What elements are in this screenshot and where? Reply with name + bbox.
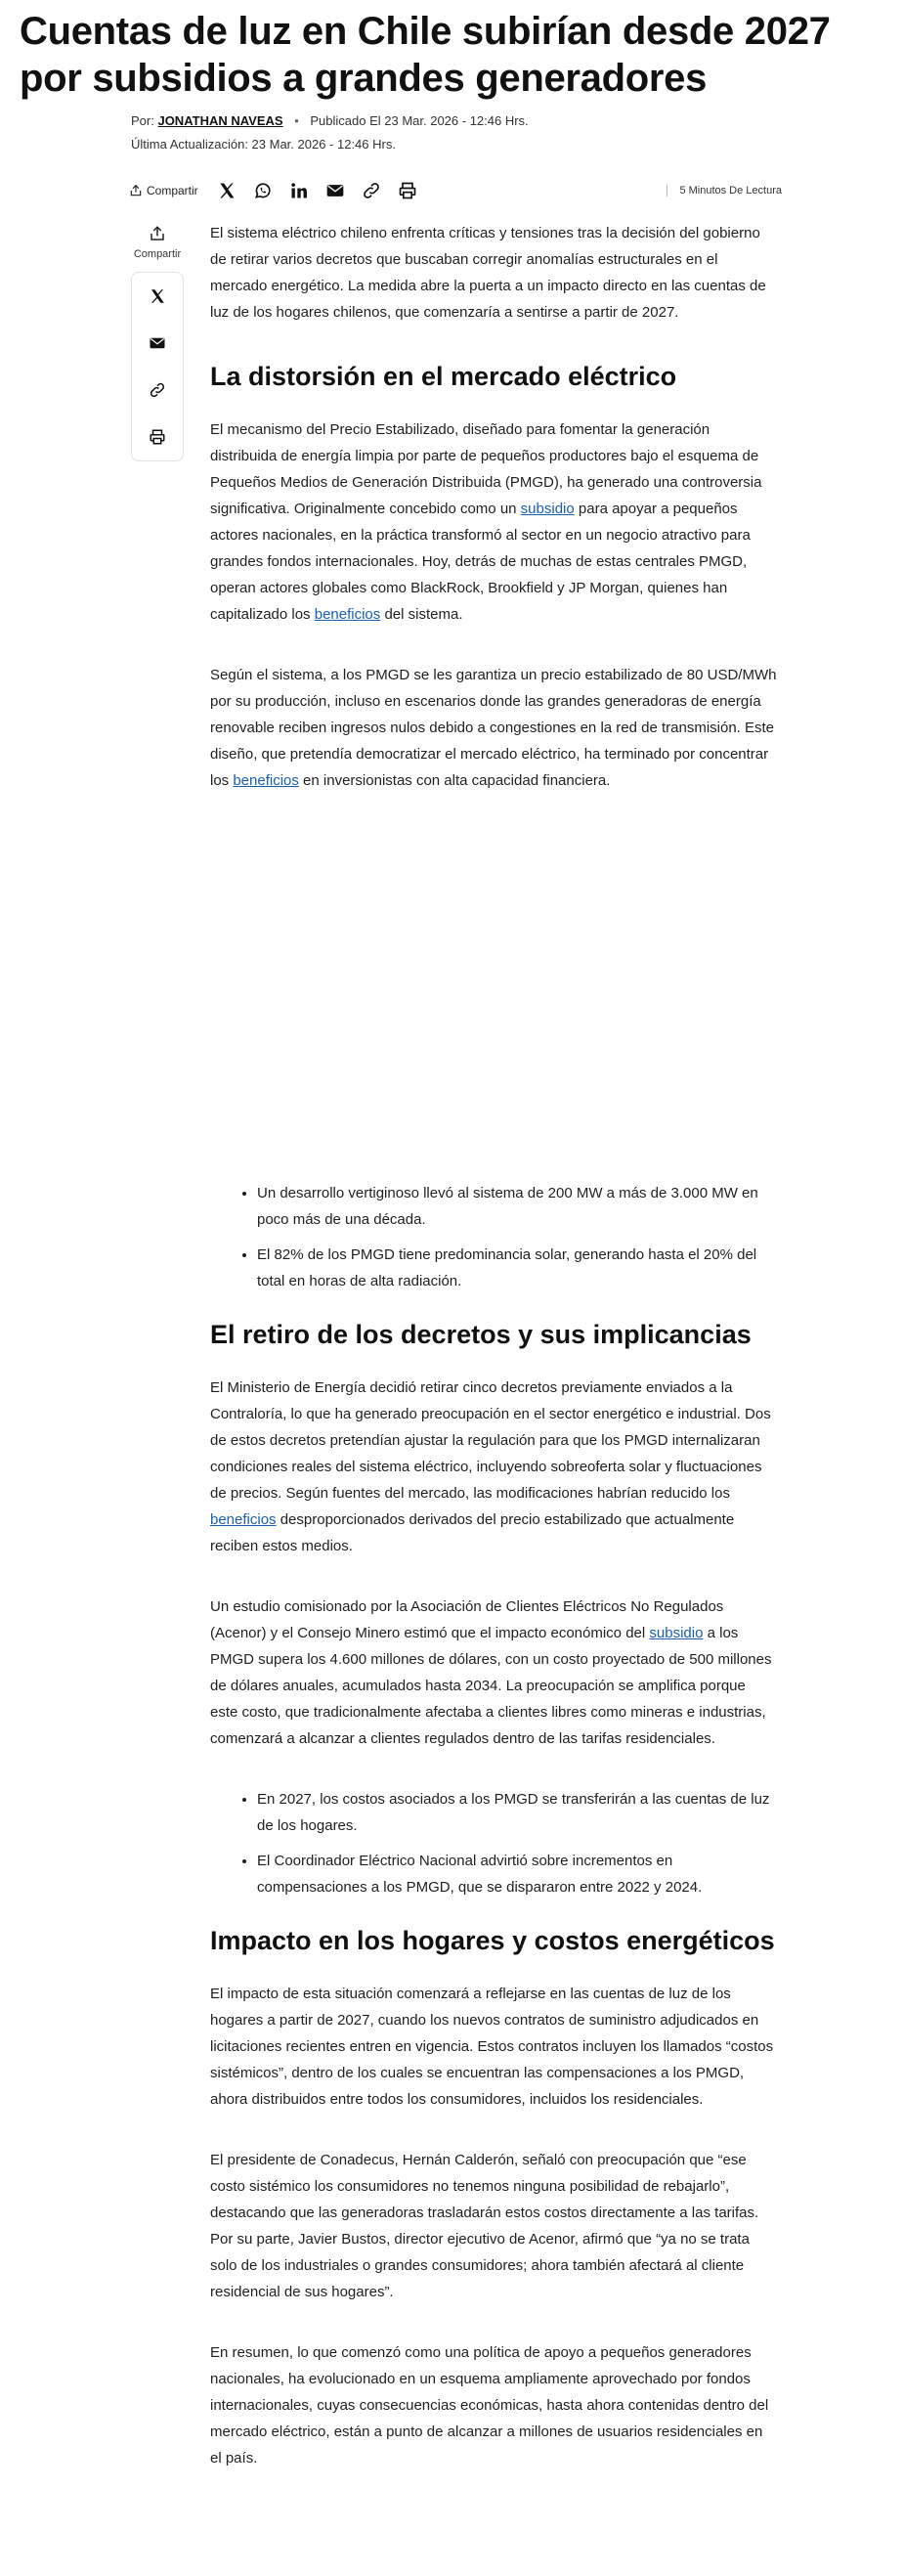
print-button[interactable] bbox=[397, 180, 418, 201]
beneficios-link[interactable]: beneficios bbox=[233, 772, 299, 789]
rail-share-list bbox=[131, 272, 184, 461]
list-item: • En 2027, los costos asociados a los PMGD se transferirán a las cuentas de luz de los hogares. bbox=[257, 1786, 777, 1839]
link-icon bbox=[149, 381, 166, 399]
published-date: Publicado El 23 Mar. 2026 - 12:46 Hrs. bbox=[310, 113, 529, 128]
list-item: • Un desarrollo vertiginoso llevó al sistema de 200 MW a más de 3.000 MW en poco más de una década. bbox=[257, 1180, 777, 1233]
linkedin-share-button[interactable] bbox=[288, 180, 310, 201]
rail-link-button[interactable] bbox=[147, 379, 168, 401]
paragraph-text: Un estudio comisionado por la Asociación de Clientes Eléctricos No Regulados (Acenor) y el Consejo Minero estimó que el impacto económico del bbox=[210, 1598, 724, 1641]
x-icon bbox=[149, 287, 166, 305]
list-item: • El Coordinador Eléctrico Nacional advirtió sobre incrementos en compensaciones a los PMGD, que se dispararon entre 2022 y 2024. bbox=[257, 1848, 777, 1900]
read-time-label: 5 Minutos De Lectura bbox=[679, 185, 782, 196]
whatsapp-share-button[interactable] bbox=[252, 180, 274, 201]
subsidio-link[interactable]: subsidio bbox=[649, 1625, 704, 1641]
sticky-share-rail bbox=[131, 225, 184, 461]
rail-print-button[interactable] bbox=[147, 426, 168, 448]
paragraph-text: desproporcionados derivados del precio estabilizado que actualmente reciben estos medios. bbox=[210, 1511, 735, 1554]
paragraph: El impacto de esta situación comenzará a reflejarse en las cuentas de luz de los hogares a partir de 2027, cuando los nuevos contratos de suministro adjudicados en licitaciones recientes entren en vigencia. Estos contratos incluyen los llamados “costos sistémicos”, dentro de los cuales se encuentran las compensaciones a los PMGD, ahora distribuidos entre todos los consumidores, incluidos los residenciales. bbox=[210, 1986, 774, 2108]
author-link[interactable]: JONATHAN NAVEAS bbox=[157, 113, 283, 128]
paragraph-text: El mecanismo del Precio Estabilizado, diseñado para fomentar la generación distribuida de energía limpia por parte de pequeños productores bajo el esquema de Pequeños Medios de Generación Distribuida (PMGD), ha generado una controversia significativa. Originalmente concebido como un bbox=[210, 421, 762, 517]
article-body bbox=[210, 220, 777, 2506]
rail-x-button[interactable] bbox=[147, 285, 168, 307]
subsidio-link[interactable]: subsidio bbox=[520, 501, 575, 517]
copy-link-button[interactable] bbox=[361, 180, 382, 201]
share-icon bbox=[149, 225, 166, 242]
rail-share-label: Compartir bbox=[133, 248, 182, 260]
paragraph-text: del sistema. bbox=[380, 606, 463, 623]
email-icon bbox=[325, 181, 345, 200]
email-icon bbox=[149, 334, 166, 352]
paragraph: El presidente de Conadecus, Hernán Calderón, señaló con preocupación que “ese costo sistémico los consumidores no tenemos ninguna posibilidad de rebajarlo”, destacando que las generadoras trasladarán estos costos directamente a las tarifas. Por su parte, Javier Bustos, director ejecutivo de Acenor, afirmó que “ya no se trata solo de los industriales o grandes consumidores; ahora también afectará al cliente residencial de sus hogares”. bbox=[210, 2152, 759, 2300]
read-time bbox=[667, 185, 782, 196]
paragraph-text: a los PMGD supera los 4.600 millones de dólares, con un costo proyectado de 500 millones de dólares anuales, acumulados hasta 2034. La preocupación se amplifica porque este costo, que tradicionalmente afectaba a clientes libres como mineras e industrias, comenzará a alcanzar a clientes regulados dentro de las tarifas residenciales. bbox=[210, 1625, 772, 1747]
section-heading: El retiro de los decretos y sus implicancias bbox=[210, 1320, 752, 1349]
share-icon bbox=[129, 184, 143, 197]
x-share-button[interactable] bbox=[216, 180, 237, 201]
paragraph-text: El Ministerio de Energía decidió retirar cinco decretos previamente enviados a la Contraloría, lo que ha generado preocupación en el sector energético e industrial. Dos de estos decretos pretendían ajustar la regulación para que los PMGD internalizaran condiciones reales del sistema eléctrico, incluyendo sobreoferta solar y fluctuaciones de precios. Según fuentes del mercado, las modificaciones habrían reducido los bbox=[210, 1379, 771, 1502]
rail-email-button[interactable] bbox=[147, 332, 168, 354]
rail-share-button[interactable] bbox=[131, 225, 184, 260]
linkedin-icon bbox=[289, 181, 309, 200]
paragraph-text: Según el sistema, a los PMGD se les garantiza un precio estabilizado de 80 USD/MWh por su producción, incluso en escenarios donde las grandes generadoras de energía renovable reciben ingresos nulos debido a congestiones en la red de transmisión. Este diseño, que pretendía democratizar el mercado eléctrico, ha terminado por concentrar los bbox=[210, 667, 777, 789]
bullet-list bbox=[210, 1180, 777, 1294]
email-share-button[interactable] bbox=[324, 180, 346, 201]
paragraph bbox=[210, 1594, 777, 1752]
beneficios-link[interactable]: beneficios bbox=[210, 1511, 277, 1528]
paragraph bbox=[210, 416, 777, 628]
section-heading: La distorsión en el mercado eléctrico bbox=[210, 362, 677, 391]
byline-row bbox=[131, 109, 796, 133]
x-icon bbox=[217, 181, 237, 200]
whatsapp-icon bbox=[253, 181, 273, 200]
paragraph: En resumen, lo que comenzó como una política de apoyo a pequeños generadores nacionales, ha evolucionado en un esquema ampliamente aprovechado por fondos internacionales, cuyas consecuencias económicas, hasta ahora contenidas dentro del mercado eléctrico, están a punto de alcanzar a millones de usuarios residenciales en el país. bbox=[210, 2344, 769, 2467]
share-button[interactable] bbox=[129, 184, 198, 197]
print-icon bbox=[149, 428, 166, 446]
ad-placeholder bbox=[210, 828, 777, 1180]
share-bar bbox=[129, 176, 782, 205]
section-heading: Impacto en los hogares y costos energéticos bbox=[210, 1926, 775, 1955]
beneficios-link[interactable]: beneficios bbox=[314, 606, 381, 623]
headline: Cuentas de luz en Chile subirían desde 2027 por subsidios a grandes generadores bbox=[20, 10, 831, 100]
bullet-list bbox=[210, 1786, 777, 1900]
article-meta bbox=[131, 109, 796, 156]
by-label: Por: bbox=[131, 113, 154, 128]
link-icon bbox=[362, 181, 381, 200]
list-item: • El 82% de los PMGD tiene predominancia solar, generando hasta el 20% del total en horas de alta radiación. bbox=[257, 1242, 777, 1294]
print-icon bbox=[398, 181, 417, 200]
paragraph bbox=[210, 662, 777, 794]
separator-dot: • bbox=[294, 113, 299, 128]
paragraph bbox=[210, 1375, 777, 1559]
paragraph: El sistema eléctrico chileno enfrenta críticas y tensiones tras la decisión del gobierno de retirar varios decretos que buscaban corregir anomalías estructurales en el mercado energético. La medida abre la puerta a un impacto directo en las cuentas de luz de los hogares chilenos, que comenzaría a sentirse a partir de 2027. bbox=[210, 225, 766, 321]
updated-date: Última Actualización: 23 Mar. 2026 - 12:46 Hrs. bbox=[131, 137, 396, 152]
paragraph-text: para apoyar a pequeños actores nacionales, en la práctica transformó al sector en un negocio atractivo para grandes fondos internacionales. Hoy, detrás de muchas de estas centrales PMGD, operan actores globales como BlackRock, Brookfield y JP Morgan, quienes han capitalizado los bbox=[210, 501, 751, 623]
paragraph-text: en inversionistas con alta capacidad financiera. bbox=[298, 772, 611, 789]
share-label: Compartir bbox=[147, 184, 198, 197]
